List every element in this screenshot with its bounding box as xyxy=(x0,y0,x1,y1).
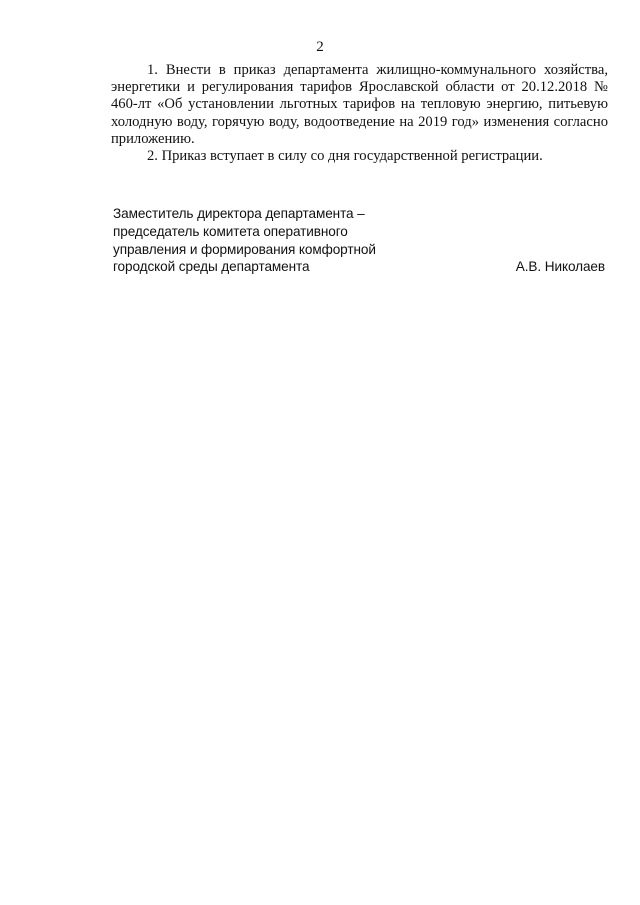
paragraph-1: 1. Внести в приказ департамента жилищно-коммунального хозяйства, энергетики и регулирования тарифов Ярославской области от 20.12.2018 № 460-лт «Об установлении льготных тарифов на тепловую энергию, питьевую холодную воду, горячую воду, водоотведение на 2019 год» изменения согласно приложению. xyxy=(111,62,608,147)
signer-position-line-2: председатель комитета оперативного xyxy=(113,223,348,239)
paragraph-2: 2. Приказ вступает в силу со дня государственной регистрации. xyxy=(147,148,543,165)
signer-position-line-1: Заместитель директора департамента – xyxy=(113,206,365,221)
signer-position-line-3: управления и формирования комфортной xyxy=(113,241,376,257)
page-number: 2 xyxy=(316,39,324,55)
signature-block xyxy=(113,205,608,276)
signer-position-line-4: городской среды департамента xyxy=(113,259,310,275)
order-text xyxy=(111,62,608,165)
signature-last-row xyxy=(113,258,608,276)
signer-name: А.В. Николаев xyxy=(515,259,605,275)
